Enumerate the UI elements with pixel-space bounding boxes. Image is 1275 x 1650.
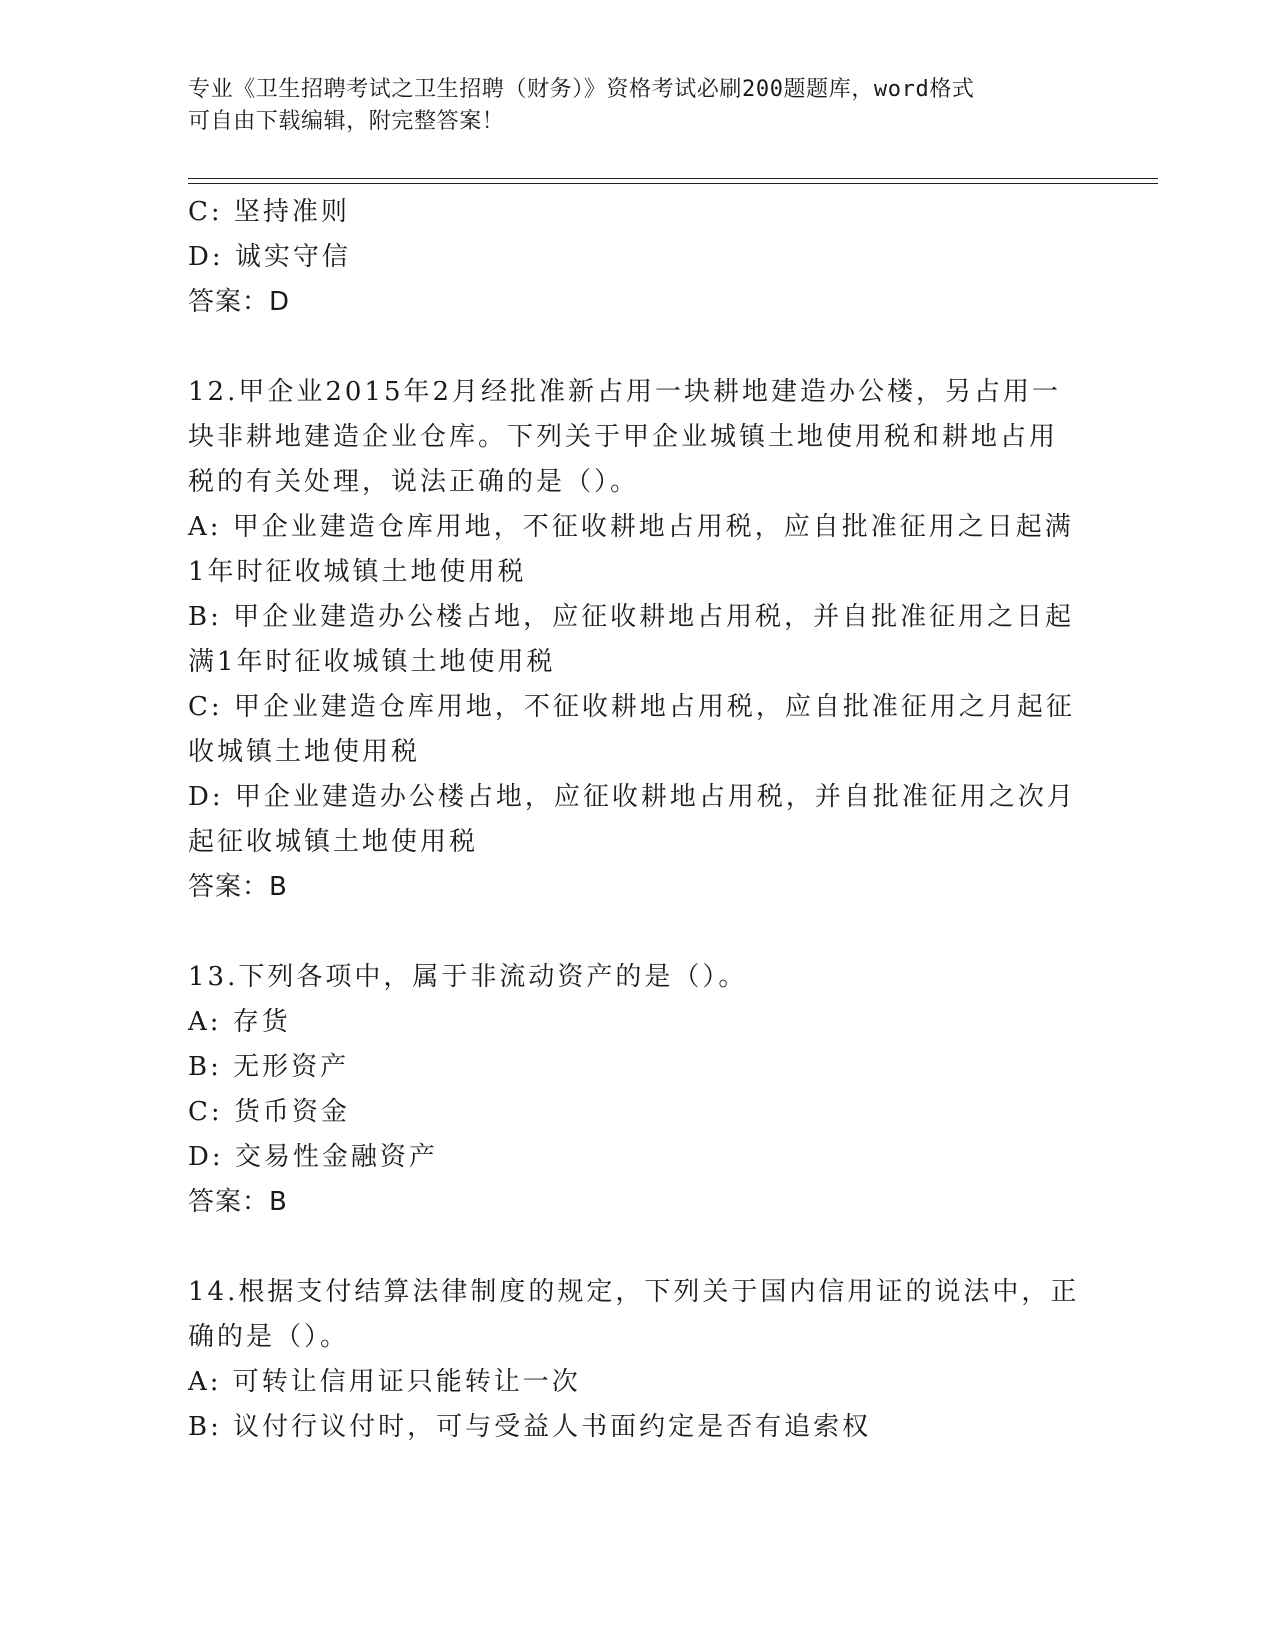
answer: 答案：D — [188, 287, 291, 317]
option-b: 满1年时征收城镇土地使用税 — [188, 647, 556, 677]
spacer — [188, 910, 1088, 955]
question-stem: 13.下列各项中，属于非流动资产的是（）。 — [188, 962, 748, 992]
question-stem: 块非耕地建造企业仓库。下列关于甲企业城镇土地使用税和耕地占用 — [188, 422, 1059, 452]
question-13 — [188, 955, 1088, 1225]
option-b: B: 议付行议付时，可与受益人书面约定是否有追索权 — [188, 1412, 872, 1442]
header-divider-bottom — [188, 183, 1158, 184]
spacer — [188, 1225, 1088, 1270]
option-d: D: 交易性金融资产 — [188, 1142, 438, 1172]
question-11-tail — [188, 190, 1088, 325]
spacer — [188, 325, 1088, 370]
document-body — [188, 190, 1088, 1450]
option-b: B: 无形资产 — [188, 1052, 350, 1082]
option-b: B: 甲企业建造办公楼占地，应征收耕地占用税，并自批准征用之日起 — [188, 602, 1075, 632]
option-d: 起征收城镇土地使用税 — [188, 827, 479, 857]
option-d: D: 甲企业建造办公楼占地，应征收耕地占用税，并自批准征用之次月 — [188, 782, 1076, 812]
page-header — [188, 74, 1088, 138]
question-14 — [188, 1270, 1088, 1450]
header-line-1: 专业《卫生招聘考试之卫生招聘（财务）》资格考试必刷200题题库，word格式 — [188, 77, 975, 102]
answer: 答案：B — [188, 872, 288, 902]
option-d: D: 诚实守信 — [188, 242, 351, 272]
question-stem: 12.甲企业2015年2月经批准新占用一块耕地建造办公楼，另占用一 — [188, 377, 1062, 407]
option-c: C: 坚持准则 — [188, 197, 350, 227]
option-a: 1年时征收城镇土地使用税 — [188, 557, 527, 587]
option-c: 收城镇土地使用税 — [188, 737, 421, 767]
option-c: C: 货币资金 — [188, 1097, 350, 1127]
header-divider-top — [188, 178, 1158, 179]
option-c: C: 甲企业建造仓库用地，不征收耕地占用税，应自批准征用之月起征 — [188, 692, 1075, 722]
question-stem: 14.根据支付结算法律制度的规定，下列关于国内信用证的说法中，正 — [188, 1277, 1080, 1307]
question-stem: 税的有关处理，说法正确的是（）。 — [188, 467, 640, 497]
question-stem: 确的是（）。 — [188, 1322, 350, 1352]
option-a: A: 存货 — [188, 1007, 291, 1037]
option-a: A: 可转让信用证只能转让一次 — [188, 1367, 581, 1397]
answer: 答案：B — [188, 1187, 288, 1217]
header-line-2: 可自由下载编辑，附完整答案！ — [188, 109, 505, 134]
option-a: A: 甲企业建造仓库用地，不征收耕地占用税，应自批准征用之日起满 — [188, 512, 1074, 542]
question-12 — [188, 370, 1088, 910]
